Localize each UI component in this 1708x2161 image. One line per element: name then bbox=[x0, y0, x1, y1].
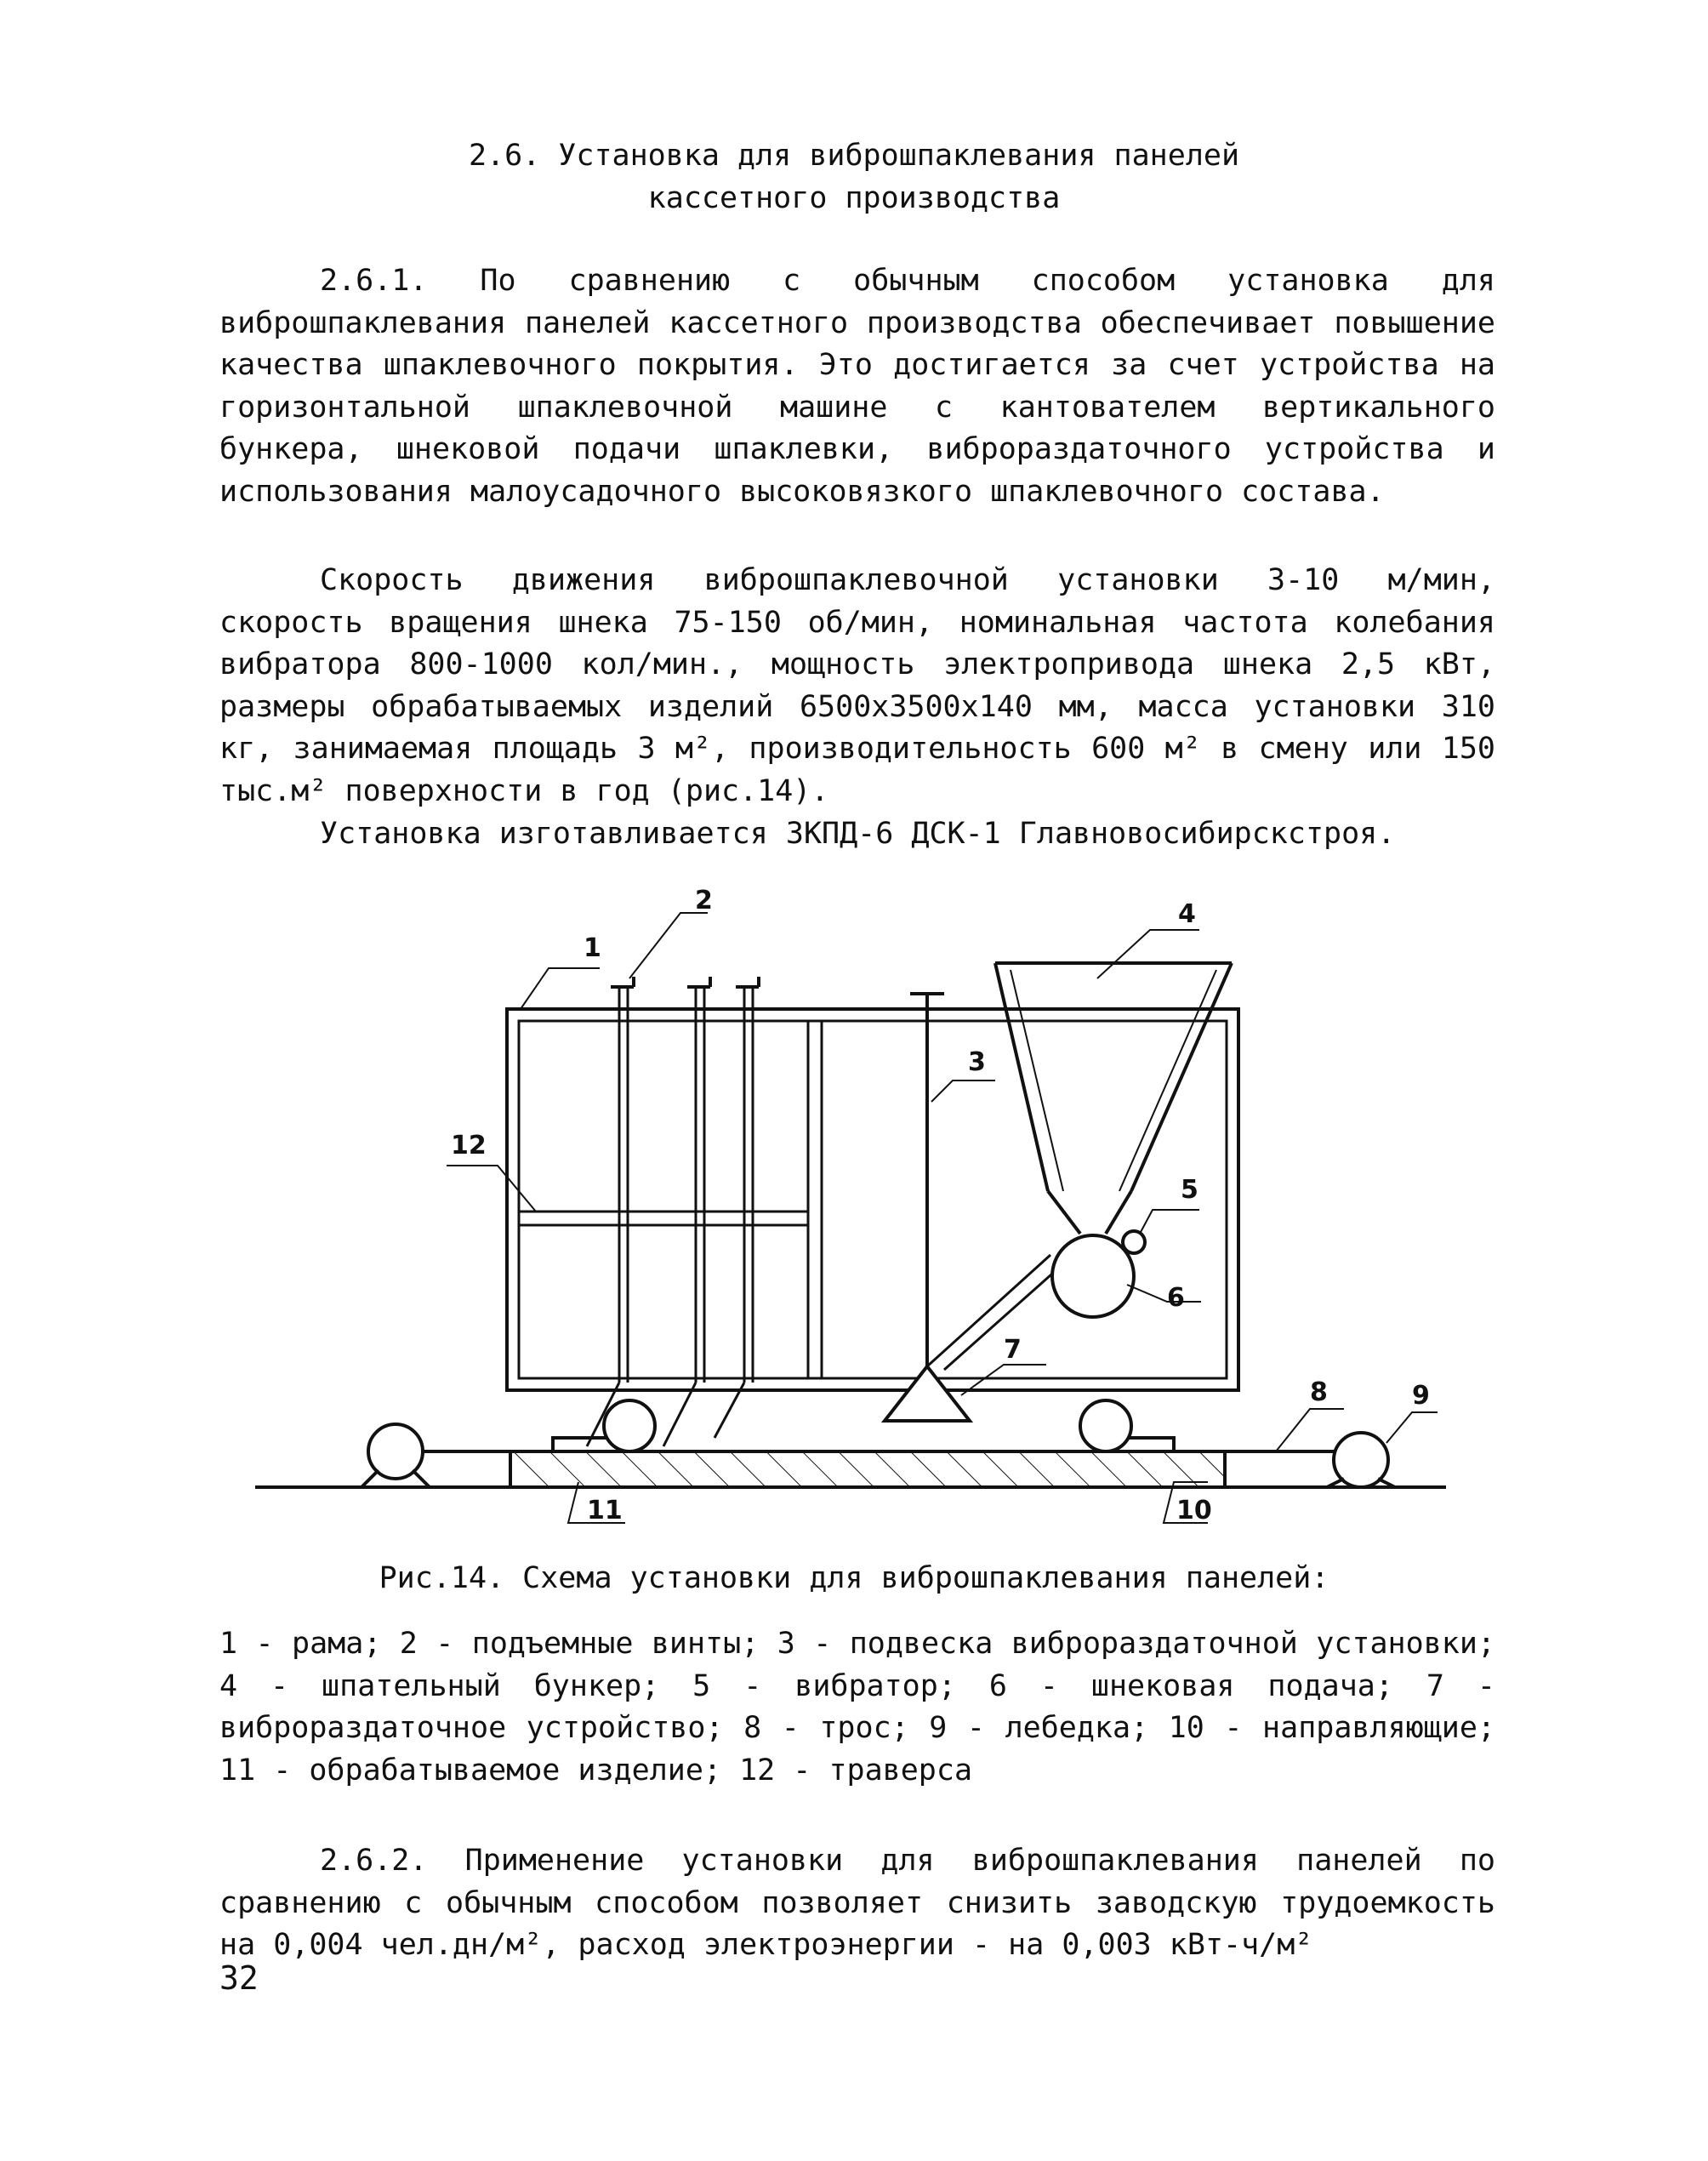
label-9: 9 bbox=[1412, 1381, 1430, 1411]
label-6: 6 bbox=[1167, 1283, 1185, 1313]
label-2: 2 bbox=[695, 886, 713, 915]
label-1: 1 bbox=[584, 933, 601, 963]
label-10: 10 bbox=[1176, 1496, 1212, 1525]
frame bbox=[507, 1009, 1238, 1390]
label-4: 4 bbox=[1178, 899, 1196, 929]
figure-legend: 1 - рама; 2 - подъемные винты; 3 - подвеска виброраздаточной установки; 4 - шпательный бункер; 5 - вибратор; 6 - шнековая подача; 7 - виброраздаточное устройство; 8 - трос; 9 - лебедка; 10 - направляющие; 11 - обрабатываемое изделие; 12 - траверса bbox=[219, 1627, 1495, 1788]
label-5: 5 bbox=[1181, 1175, 1198, 1205]
section-title-line-2: кассетного производства bbox=[647, 181, 1061, 215]
paragraph-manufacturer: Установка изготавливается ЗКПД-6 ДСК-1 Главновосибирскстроя. bbox=[320, 817, 1396, 851]
vibrator bbox=[1123, 1231, 1145, 1253]
label-3: 3 bbox=[968, 1047, 986, 1077]
section-title-line-1: 2.6. Установка для виброшпаклевания панелей bbox=[468, 139, 1240, 173]
page-number: 32 bbox=[219, 1959, 259, 1997]
processed-panel bbox=[510, 1451, 1225, 1487]
label-12: 12 bbox=[451, 1131, 487, 1160]
paragraph-2-6-2: 2.6.2. Применение установки для виброшпаклевания панелей по сравнению с обычным способом позволяет снизить заводскую трудоемкость на 0,004 чел.дн/м², расход электроэнергии - на 0,003 кВт-ч/м² bbox=[219, 1844, 1495, 1962]
label-7: 7 bbox=[1004, 1335, 1022, 1365]
paragraph-specs: Скорость движения виброшпаклевочной установки 3-10 м/мин, скорость вращения шнека 75-150 об/мин, номинальная частота колебания вибратора 800-1000 кол/мин., мощность электропривода шнека 2,5 кВт, размеры обрабатываемых изделий 6500х3500х140 мм, масса установки 310 кг, занимаемая площадь 3 м², производительность 600 м² в смену или 150 тыс.м² поверхности в год (рис.14). bbox=[219, 563, 1495, 808]
vibro-distributor bbox=[885, 1366, 970, 1421]
label-11: 11 bbox=[587, 1496, 623, 1525]
figure-caption: Рис.14. Схема установки для виброшпаклевания панелей: bbox=[379, 1561, 1329, 1595]
wheel-left bbox=[604, 1400, 655, 1451]
screw-feed bbox=[1052, 1235, 1134, 1317]
label-8: 8 bbox=[1310, 1377, 1328, 1407]
paragraph-2-6-1: 2.6.1. По сравнению с обычным способом установка для виброшпаклевания панелей кассетного производства обеспечивает повышение качества шпаклевочного покрытия. Это достигается за счет устройства на горизонтальной шпаклевочной машине с кантователем вертикального бункера, шнековой подачи шпаклевки, виброраздаточного устройства и использования малоусадочного высоковязкого шпаклевочного состава. bbox=[219, 264, 1495, 509]
wheel-right bbox=[1080, 1400, 1131, 1451]
